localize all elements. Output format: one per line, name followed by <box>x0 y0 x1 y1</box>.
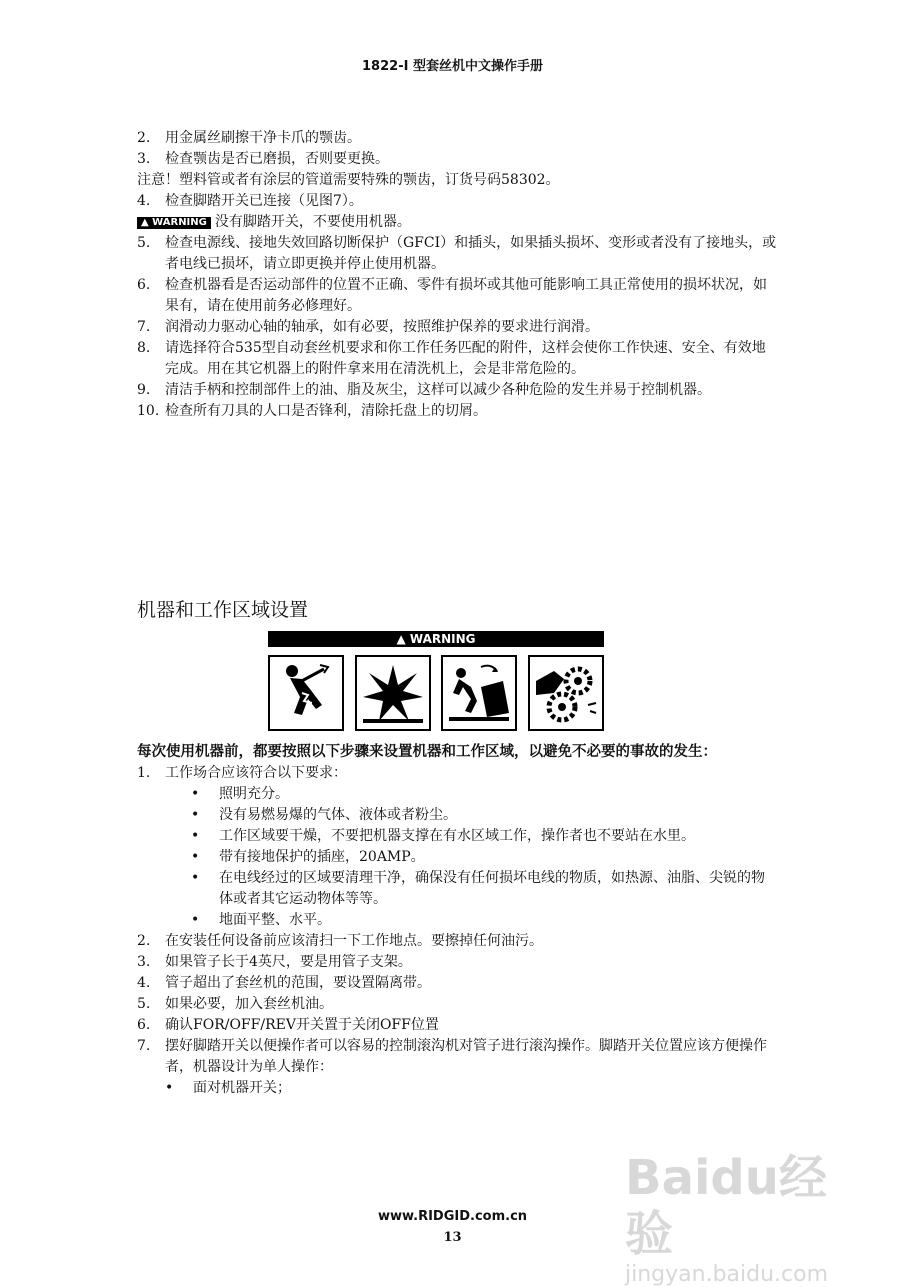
bullet-text: 照明充分。 <box>219 786 289 802</box>
item-number: 2. <box>137 130 151 146</box>
bullet-item <box>191 805 777 826</box>
item-number: 6. <box>137 1017 151 1033</box>
item-text: 检查所有刀具的人口是否锋利，清除托盘上的切屑。 <box>165 403 487 419</box>
item-text: 如果管子长于4英尺，要是用管子支架。 <box>165 954 412 970</box>
bullet-item <box>191 784 777 805</box>
warning-badge: ▲ WARNING <box>137 217 211 229</box>
bullet-text: 工作区域要干燥，不要把机器支撑在有水区域工作，操作者也不要站在水里。 <box>219 828 695 844</box>
item-text: 管子超出了套丝机的范围，要设置隔离带。 <box>165 975 431 991</box>
watermark-url: jingyan.baidu.com <box>625 1262 829 1287</box>
warning-bar-label: WARNING <box>409 632 476 646</box>
list-item <box>137 952 777 973</box>
footswitch-list <box>165 1078 777 1099</box>
item-number: 9. <box>137 382 151 398</box>
list-item <box>137 275 777 317</box>
page-header: 1822-I 型套丝机中文操作手册 <box>362 59 543 74</box>
watermark <box>625 1150 865 1287</box>
setup-intro: 每次使用机器前，都要按照以下步骤来设置机器和工作区域，以避免不必要的事故的发生： <box>137 744 717 760</box>
bullet-icon: • <box>191 807 200 823</box>
warning-bar: ▲ WARNING <box>268 631 604 647</box>
item-number: 4. <box>137 975 151 991</box>
warning-text: 没有脚踏开关，不要使用机器。 <box>214 214 411 230</box>
bullet-text: 带有接地保护的插座，20AMP。 <box>219 849 425 865</box>
item-text: 如果必要，加入套丝机油。 <box>165 996 333 1012</box>
item-text: 检查颚齿是否已磨损，否则要更换。 <box>165 151 389 167</box>
item-number: 5. <box>137 235 151 251</box>
item-text: 请选择符合535型自动套丝机要求和你工作任务匹配的附件，这样会使你工作快速、安全、有效地完成。用在其它机器上的附件拿来用在清洗机上，会是非常危险的。 <box>165 340 766 377</box>
item-number: 1. <box>137 765 151 781</box>
bullet-icon: • <box>191 786 200 802</box>
item-number: 4. <box>137 193 151 209</box>
list-item <box>137 128 777 149</box>
list-item <box>137 380 777 401</box>
section-heading: 机器和工作区域设置 <box>137 599 309 621</box>
item-text: 检查机器看是否运动部件的位置不正确、零件有损坏或其他可能影响工具正常使用的损坏状况，如果有，请在使用前务必修理好。 <box>165 277 767 314</box>
list-item <box>137 191 777 212</box>
item-text: 用金属丝刷擦干净卡爪的颚齿。 <box>165 130 361 146</box>
item-text: 确认FOR/OFF/REV开关置于关闭OFF位置 <box>165 1017 439 1033</box>
item-number: 3. <box>137 954 151 970</box>
item-text: 工作场合应该符合以下要求： <box>165 765 347 781</box>
page-number: 13 <box>443 1230 462 1245</box>
item-text: 在安装任何设备前应该清扫一下工作地点。要擦掉任何油污。 <box>165 933 543 949</box>
list-item <box>137 233 777 275</box>
bullet-text: 地面平整、水平。 <box>219 912 331 928</box>
list-item <box>137 1015 777 1036</box>
item-number: 7. <box>137 1038 151 1054</box>
bullet-item <box>165 1078 777 1099</box>
hazard-icons <box>268 655 604 731</box>
requirements-list <box>191 784 777 931</box>
bullet-item <box>191 847 777 868</box>
setup-section <box>137 742 777 1099</box>
bullet-item <box>191 868 777 910</box>
item-text: 润滑动力驱动心轴的轴承，如有必要，按照维护保养的要求进行润滑。 <box>165 319 599 335</box>
bullet-icon: • <box>165 1080 174 1096</box>
bullet-icon: • <box>191 912 200 928</box>
bullet-item <box>191 910 777 931</box>
list-item <box>137 1036 777 1078</box>
list-item <box>137 317 777 338</box>
warning-panel <box>268 631 604 731</box>
bullet-text: 在电线经过的区域要清理干净，确保没有任何损坏电线的物质，如热源、油脂、尖锐的物体或者其它运动物体等等。 <box>219 870 765 907</box>
item-text: 检查电源线、接地失效回路切断保护（GFCI）和插头，如果插头损坏、变形或者没有了接地头，或者电线已损坏，请立即更换并停止使用机器。 <box>165 235 777 272</box>
list-item <box>137 973 777 994</box>
warning-badge-label: WARNING <box>152 217 207 228</box>
item-number: 5. <box>137 996 151 1012</box>
fall-hazard-icon <box>441 655 517 731</box>
item-text: 摆好脚踏开关以便操作者可以容易的控制滚沟机对管子进行滚沟操作。脚踏开关位置应该方便操作者，机器设计为单人操作： <box>165 1038 767 1075</box>
item-number: 6. <box>137 277 151 293</box>
item-number: 2. <box>137 933 151 949</box>
item-text: 清洁手柄和控制部件上的油、脂及灰尘，这样可以减少各种危险的发生并易于控制机器。 <box>165 382 711 398</box>
list-item <box>137 994 777 1015</box>
bullet-item <box>191 826 777 847</box>
warning-line <box>137 212 777 233</box>
list-item <box>137 763 777 784</box>
list-item <box>137 401 777 422</box>
bullet-icon: • <box>191 828 200 844</box>
maintenance-checklist <box>137 128 777 422</box>
item-number: 8. <box>137 340 151 356</box>
bullet-icon: • <box>191 849 200 865</box>
note-text: 注意！塑料管或者有涂层的管道需要特殊的颚齿，订货号码58302。 <box>137 172 560 188</box>
watermark-logo: Baidu经验 <box>625 1150 827 1262</box>
bullet-text: 面对机器开关； <box>193 1080 291 1096</box>
item-number: 10. <box>137 403 160 419</box>
bullet-text: 没有易燃易爆的气体、液体或者粉尘。 <box>219 807 457 823</box>
footer-url: www.RIDGID.com.cn <box>377 1209 528 1224</box>
item-number: 3. <box>137 151 151 167</box>
explosion-icon <box>355 655 431 731</box>
item-text: 检查脚踏开关已连接（见图7）。 <box>165 193 363 209</box>
entanglement-gears-icon <box>528 655 604 731</box>
list-item <box>137 149 777 170</box>
electric-shock-icon <box>268 655 344 731</box>
list-item <box>137 338 777 380</box>
bullet-icon: • <box>191 870 200 886</box>
item-number: 7. <box>137 319 151 335</box>
list-item <box>137 931 777 952</box>
